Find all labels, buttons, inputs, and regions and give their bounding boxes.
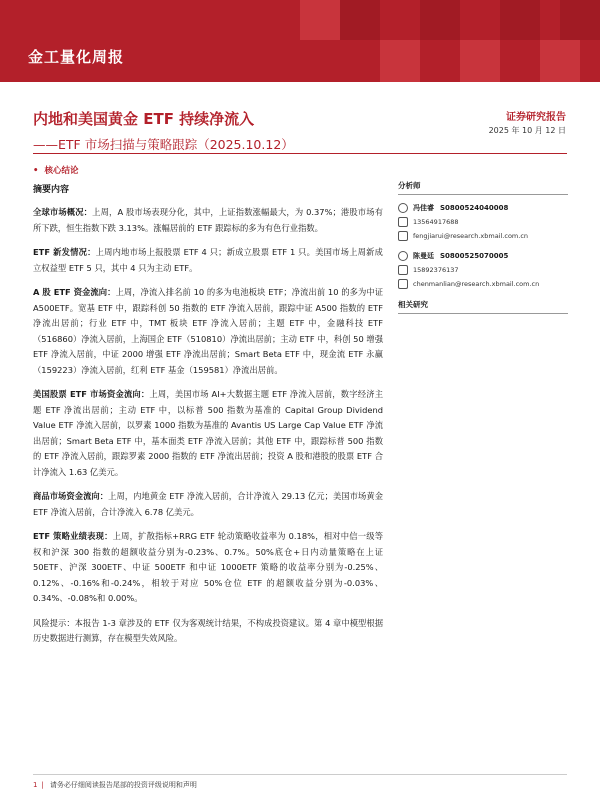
paragraph-text: 上周，美国市场 AI+大数据主题 ETF 净流入居前，数字经济主题 ETF 净流出居前；主动 ETF 中，以标普 500 指数为基准的 Capital Group Dividend Value ETF 净流入居前，以罗素 1000 指数为基准的 Avantis US Large Cap Value ETF 净流出居前；Smart Beta ETF 中，基本面类 ETF 净流入居前；其他 ETF 中，跟踪标普 500 指数的 ETF 净流入居前，跟踪罗素 2000 指数的 ETF 净流出居前；投资 A 股和港股的股票 ETF 合计净流入 1.63 亿美元。	[33, 389, 383, 477]
analyst-cert: S0800525070005	[440, 252, 509, 260]
paragraph-commodity-flow	[33, 489, 383, 520]
bullet-icon: •	[33, 166, 39, 176]
phone-icon	[398, 217, 408, 227]
analyst-card	[398, 249, 568, 291]
person-icon	[398, 203, 408, 213]
banner-decoration	[460, 40, 500, 82]
report-title: 内地和美国黄金 ETF 持续净流入	[33, 110, 255, 128]
analyst-phone-row	[398, 215, 568, 229]
banner-decoration	[300, 0, 340, 40]
paragraph-lead: ETF 策略业绩表现：	[33, 531, 113, 541]
paragraph-strategy-performance	[33, 529, 383, 607]
paragraph-text: 上周内地市场上报股票 ETF 4 只；新成立股票 ETF 1 只。美国市场上周新成立权益型 ETF 5 只，其中 4 只为主动 ETF。	[33, 247, 383, 273]
analyst-email[interactable]: fengjiarui@research.xbmail.com.cn	[413, 232, 529, 240]
report-type: 证券研究报告	[506, 112, 566, 123]
analyst-email[interactable]: chenmanlian@research.xbmail.com.cn	[413, 280, 540, 288]
footer-divider	[33, 774, 567, 775]
analyst-phone: 15892376137	[413, 266, 459, 274]
analyst-name-row	[398, 249, 568, 263]
related-research-heading: 相关研究	[398, 299, 568, 314]
analyst-email-row	[398, 229, 568, 243]
paragraph-text: 上周，内地黄金 ETF 净流入居前，合计净流入 29.13 亿元；美国市场黄金 ETF 净流入居前，合计净流入 6.78 亿美元。	[33, 491, 383, 517]
paragraph-lead: A 股 ETF 资金流向：	[33, 287, 116, 297]
page-footer	[33, 780, 197, 790]
paragraph-text: 上周，净流入排名前 10 的多为电池板块 ETF；净流出前 10 的多为中证 A500ETF。宽基 ETF 中，跟踪科创 50 指数的 ETF 净流入居前，跟踪中证 A500 指数的 ETF 净流出居前；行业 ETF 中，TMT 板块 ETF 净流入居前；主题 ETF 中，金融科技 ETF（516860）净流入居前，上海国企 ETF（510810）净流出居前；主动 ETF 中，科创 50 增强 ETF 净流入居前，中证 2000 增强 ETF 净流出居前；Smart Beta ETF 中，现金流 ETF 永赢（159223）净流入居前，红利 ETF 基金（159581）净流出居前。	[33, 287, 383, 375]
paragraph-lead: ETF 新发情况：	[33, 247, 96, 257]
paragraph-risk-warning	[33, 616, 383, 647]
analyst-name: 冯佳睿	[413, 204, 434, 212]
core-conclusion-label: 核心结论	[44, 166, 79, 176]
series-name: 金工量化周报	[28, 48, 125, 66]
paragraph-etf-new	[33, 245, 383, 276]
main-content	[33, 182, 383, 656]
paragraph-text: 上周，扩散指标+RRG ETF 轮动策略收益率为 0.18%，相对中信一级等权和沪深 300 指数的超额收益分别为-0.23%、0.7%。50%底仓+日内动量策略在上证 50ETF、沪深 300ETF、中证 500ETF 和中证 1000ETF 策略的收益率分别为-0.25%、0.12%、-0.16%和-0.24%，相较于对应 50%仓位 ETF 的超额收益分别为-0.03%、0.34%、-0.08%和 0.00%。	[33, 531, 384, 603]
paragraph-lead: 全球市场概况：	[33, 207, 93, 217]
paragraph-lead: 商品市场资金流向：	[33, 491, 109, 501]
paragraph-text: 风险提示：本报告 1-3 章涉及的 ETF 仅为客观统计结果，不构成投资建议。第 4 章中模型根据历史数据进行测算，存在模型失效风险。	[33, 617, 383, 643]
analyst-phone: 13564917688	[413, 218, 459, 226]
phone-icon	[398, 265, 408, 275]
banner-decoration	[560, 0, 600, 40]
person-icon	[398, 251, 408, 261]
paragraph-a-share-flow	[33, 285, 383, 378]
banner-decoration	[420, 0, 460, 40]
analyst-name: 陈曼廷	[413, 252, 434, 260]
paragraph-text: 上周，A 股市场表现分化，其中，上证指数涨幅最大，为 0.37%；港股市场有所下跌，恒生指数下跌 3.13%。涨幅居前的 ETF 跟踪标的多为有色行业指数。	[33, 207, 383, 233]
analysts-heading: 分析师	[398, 180, 568, 195]
banner-decoration	[340, 0, 380, 40]
paragraph-us-flow	[33, 387, 383, 480]
page-number: 1	[33, 781, 38, 789]
banner-decoration	[540, 40, 580, 82]
email-icon	[398, 231, 408, 241]
analyst-phone-row	[398, 263, 568, 277]
core-conclusion-heading	[33, 164, 78, 176]
analyst-email-row	[398, 277, 568, 291]
report-subtitle: ——ETF 市场扫描与策略跟踪（2025.10.12）	[33, 137, 294, 152]
summary-heading: 摘要内容	[33, 185, 70, 195]
analyst-card	[398, 201, 568, 243]
footer-separator: |	[41, 781, 44, 789]
analyst-cert: S0800524040008	[440, 204, 509, 212]
analyst-name-row	[398, 201, 568, 215]
header-banner	[0, 0, 600, 82]
paragraph-global-market	[33, 205, 383, 236]
paragraph-lead: 美国股票 ETF 市场资金流向：	[33, 389, 150, 399]
banner-decoration	[380, 40, 420, 82]
report-date: 2025 年 10 月 12 日	[488, 126, 566, 135]
email-icon	[398, 279, 408, 289]
sidebar	[398, 180, 568, 314]
banner-decoration	[500, 0, 540, 40]
title-divider	[33, 153, 567, 154]
footer-disclaimer: 请务必仔细阅读报告尾部的投资评级说明和声明	[49, 781, 197, 789]
